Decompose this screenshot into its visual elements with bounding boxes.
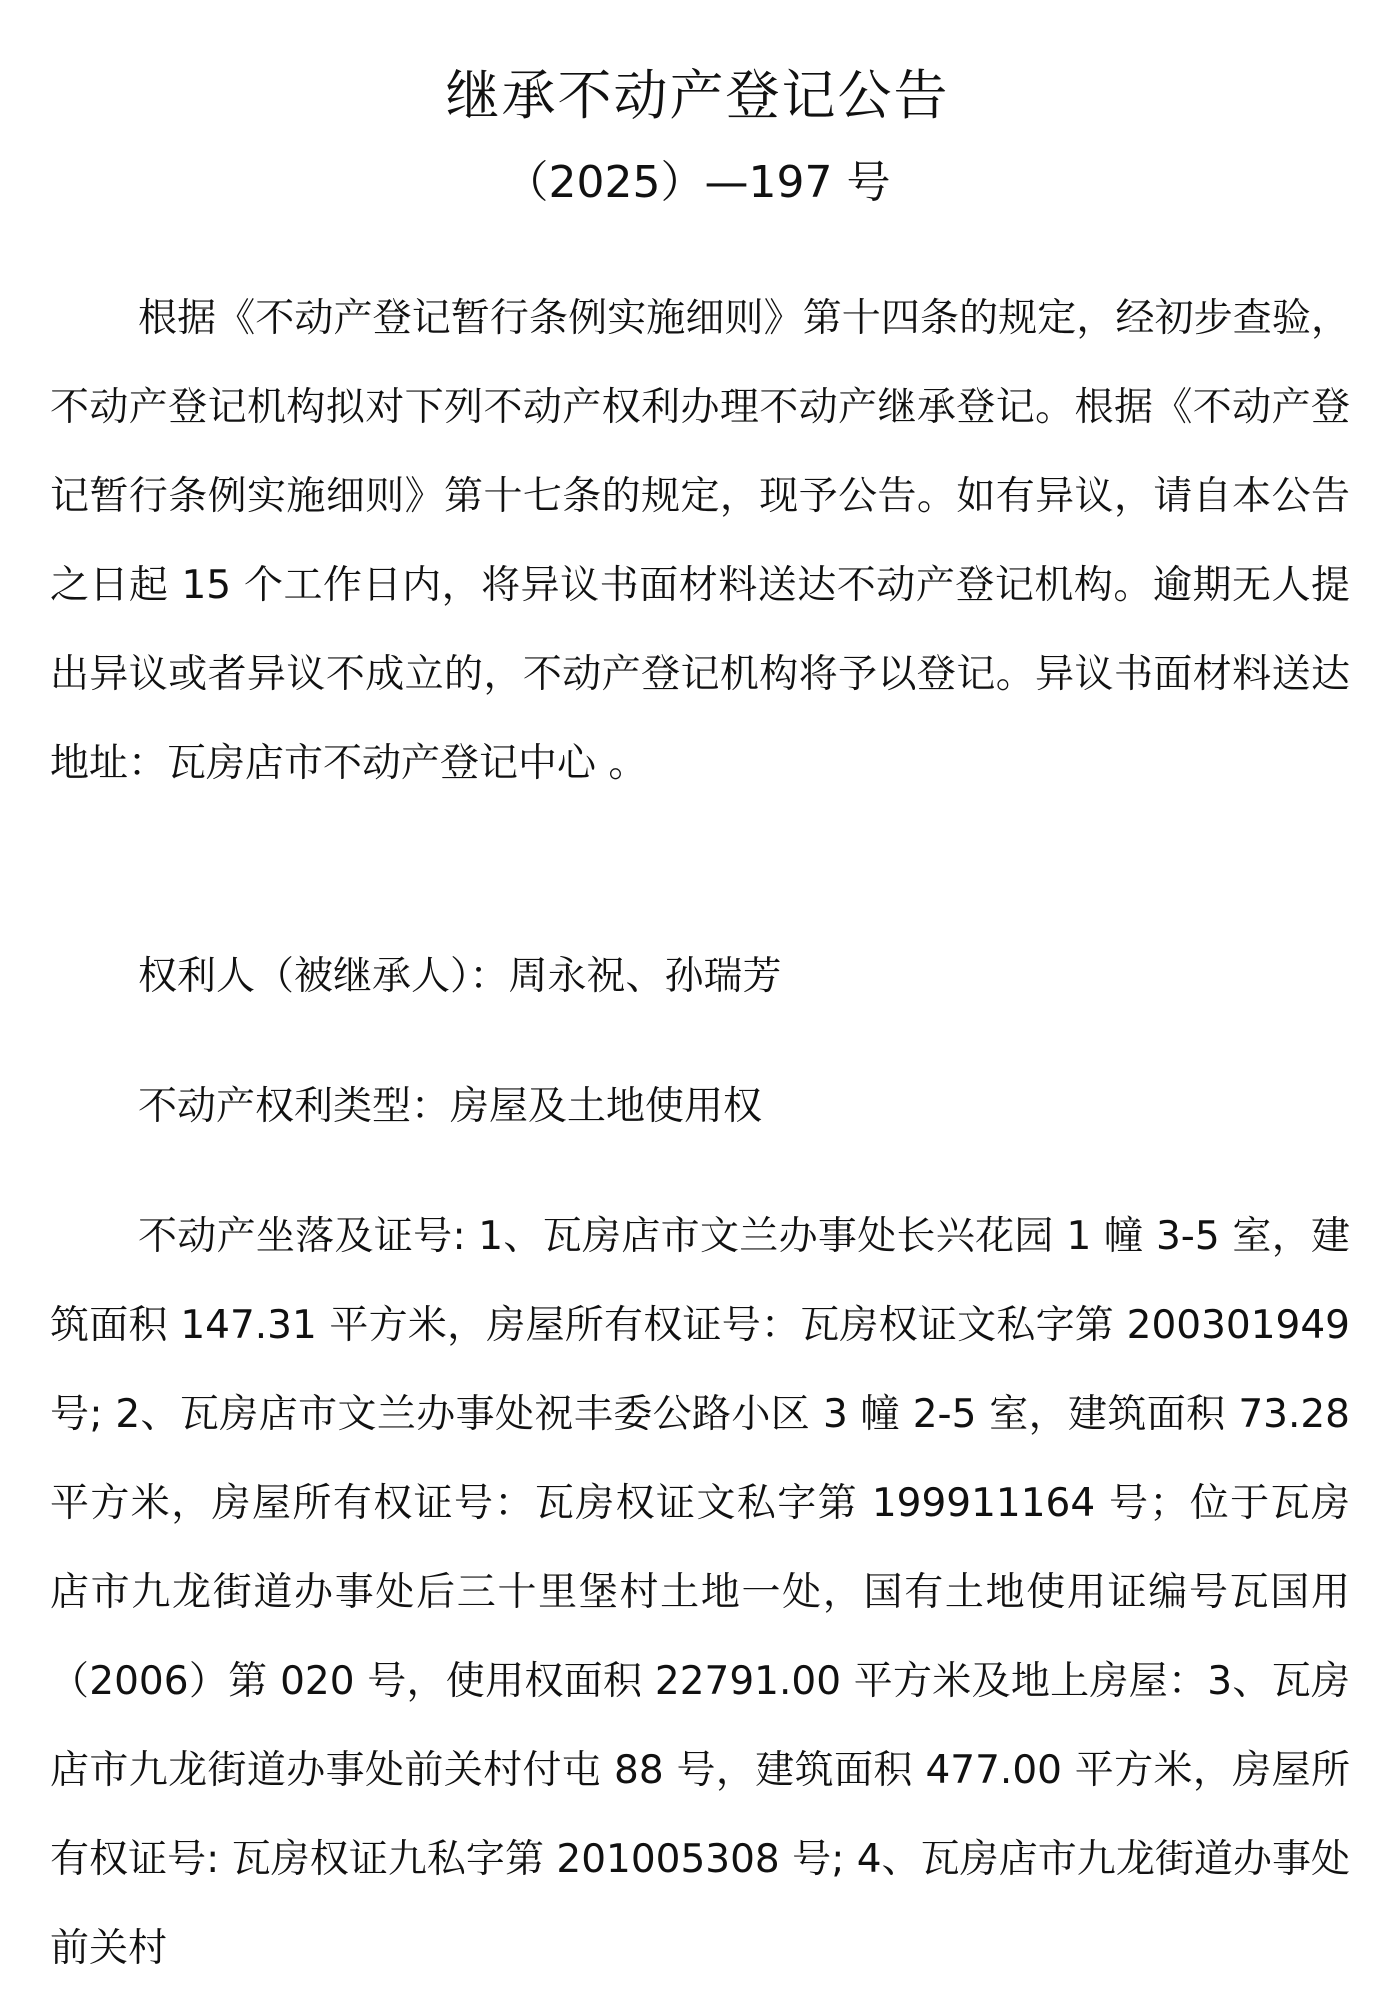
document-title: 继承不动产登记公告: [445, 64, 950, 127]
right-holder-paragraph: 权利人（被继承人）：周永祝、孙瑞芳: [138, 954, 782, 999]
location-paragraph: 不动产坐落及证号: 1、瓦房店市文兰办事处长兴花园 1 幢 3-5 室，建筑面积 147.31 平方米，房屋所有权证号：瓦房权证文私字第 200301949 号; 2、瓦房店市文兰办事处祝丰委公路小区 3 幢 2-5 室，建筑面积 73.28 平方米，房屋所有权证号：瓦房权证文私字第 199911164 号；位于瓦房店市九龙街道办事处后三十里堡村土地一处，国有土地使用证编号瓦国用（2006）第 020 号，使用权面积 22791.00 平方米及地上房屋：3、瓦房店市九龙街道办事处前关村付屯 88 号，建筑面积 477.00 平方米，房屋所有权证号: 瓦房权证九私字第 201005308 号; 4、瓦房店市九龙街道办事处前关村: [50, 1214, 1350, 1971]
document-number: （2025）—197 号: [504, 157, 891, 208]
right-type-paragraph: 不动产权利类型：房屋及土地使用权: [138, 1084, 763, 1129]
intro-paragraph: 根据《不动产登记暂行条例实施细则》第十四条的规定，经初步查验，不动产登记机构拟对下列不动产权利办理不动产继承登记。根据《不动产登记暂行条例实施细则》第十七条的规定，现予公告。如有异议，请自本公告之日起 15 个工作日内，将异议书面材料送达不动产登记机构。逾期无人提出异议或者异议不成立的，不动产登记机构将予以登记。异议书面材料送达地址：瓦房店市不动产登记中心 。: [50, 296, 1350, 786]
